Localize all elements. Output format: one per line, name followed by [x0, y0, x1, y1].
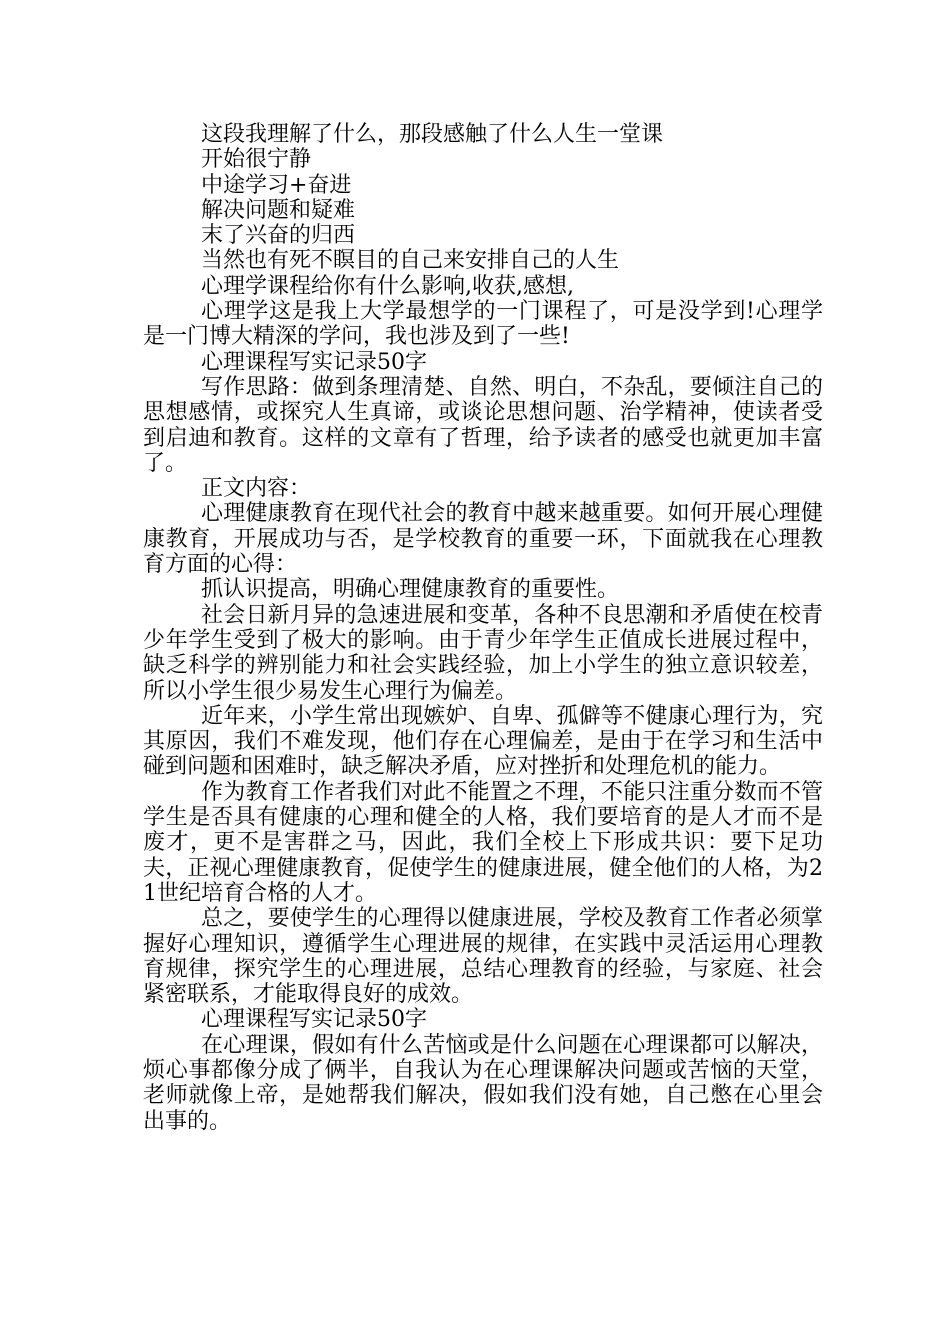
paragraph-1: 这段我理解了什么，那段感触了什么人生一堂课: [201, 122, 664, 147]
paragraph-3: 中途学习+奋进: [201, 172, 352, 198]
paragraph-13: 抓认识提高，明确心理健康教育的重要性。: [201, 577, 620, 603]
paragraph-8: 心理学这是我上大学最想学的一门课程了，可是没学到!心理学是一门博大精深的学问，我也涉及到了一些!: [143, 299, 823, 350]
section-heading-2: 心理课程写实记录50字: [201, 1007, 427, 1033]
paragraph-17: 总之，要使学生的心理得以健康进展，学校及教育工作者必须掌握好心理知识，遵循学生心理进展的规律，在实践中灵活运用心理教育规律，探究学生的心理进展，总结心理教育的经验，与家庭、社会紧密联系，才能取得良好的成效。: [143, 906, 823, 1008]
paragraph-14: 社会日新月异的急速进展和变革，各种不良思潮和矛盾使在校青少年学生受到了极大的影响。由于青少年学生正值成长进展过程中，缺乏科学的辨别能力和社会实践经验，加上小学生的独立意识较差，所以小学生很少易发生心理行为偏差。: [143, 602, 823, 704]
paragraph-19: 在心理课，假如有什么苦恼或是什么问题在心理课都可以解决，烦心事都像分成了俩半，自我认为在心理课解决问题或苦恼的天堂，老师就像上帝，是她帮我们解决，假如我们没有她，自己憋在心里会出事的。: [143, 1032, 823, 1134]
paragraph-16: 作为教育工作者我们对此不能置之不理，不能只注重分数而不管学生是否具有健康的心理和健全的人格，我们要培育的是人才而不是废才，更不是害群之马，因此，我们全校上下形成共识：要下足功夫，正视心理健康教育，促使学生的健康进展，健全他们的人格，为21世纪培育合格的人才。: [143, 779, 823, 906]
paragraph-11: 正文内容：: [201, 476, 312, 502]
paragraph-2: 开始很宁静: [201, 147, 312, 173]
paragraph-6: 当然也有死不瞑目的自己来安排自己的人生: [201, 248, 620, 274]
paragraph-10: 写作思路：做到条理清楚、自然、明白，不杂乱，要倾注自己的思想感情，或探究人生真谛，或谈论思想问题、治学精神，使读者受到启迪和教育。这样的文章有了哲理，给予读者的感受也就更加丰富了。: [143, 374, 823, 476]
section-heading-1: 心理课程写实记录50字: [201, 349, 427, 375]
paragraph-12: 心理健康教育在现代社会的教育中越来越重要。如何开展心理健康教育，开展成功与否，是学校教育的重要一环，下面就我在心理教育方面的心得：: [143, 501, 823, 578]
document-body: [143, 122, 823, 1134]
paragraph-7: 心理学课程给你有什么影响,收获,感想,: [201, 273, 574, 299]
paragraph-15: 近年来，小学生常出现嫉妒、自卑、孤僻等不健康心理行为，究其原因，我们不难发现，他们存在心理偏差，是由于在学习和生活中碰到问题和困难时，缺乏解决矛盾，应对挫折和处理危机的能力。: [143, 703, 823, 780]
paragraph-4: 解决问题和疑难: [201, 197, 356, 223]
paragraph-5: 末了兴奋的归西: [201, 223, 356, 249]
